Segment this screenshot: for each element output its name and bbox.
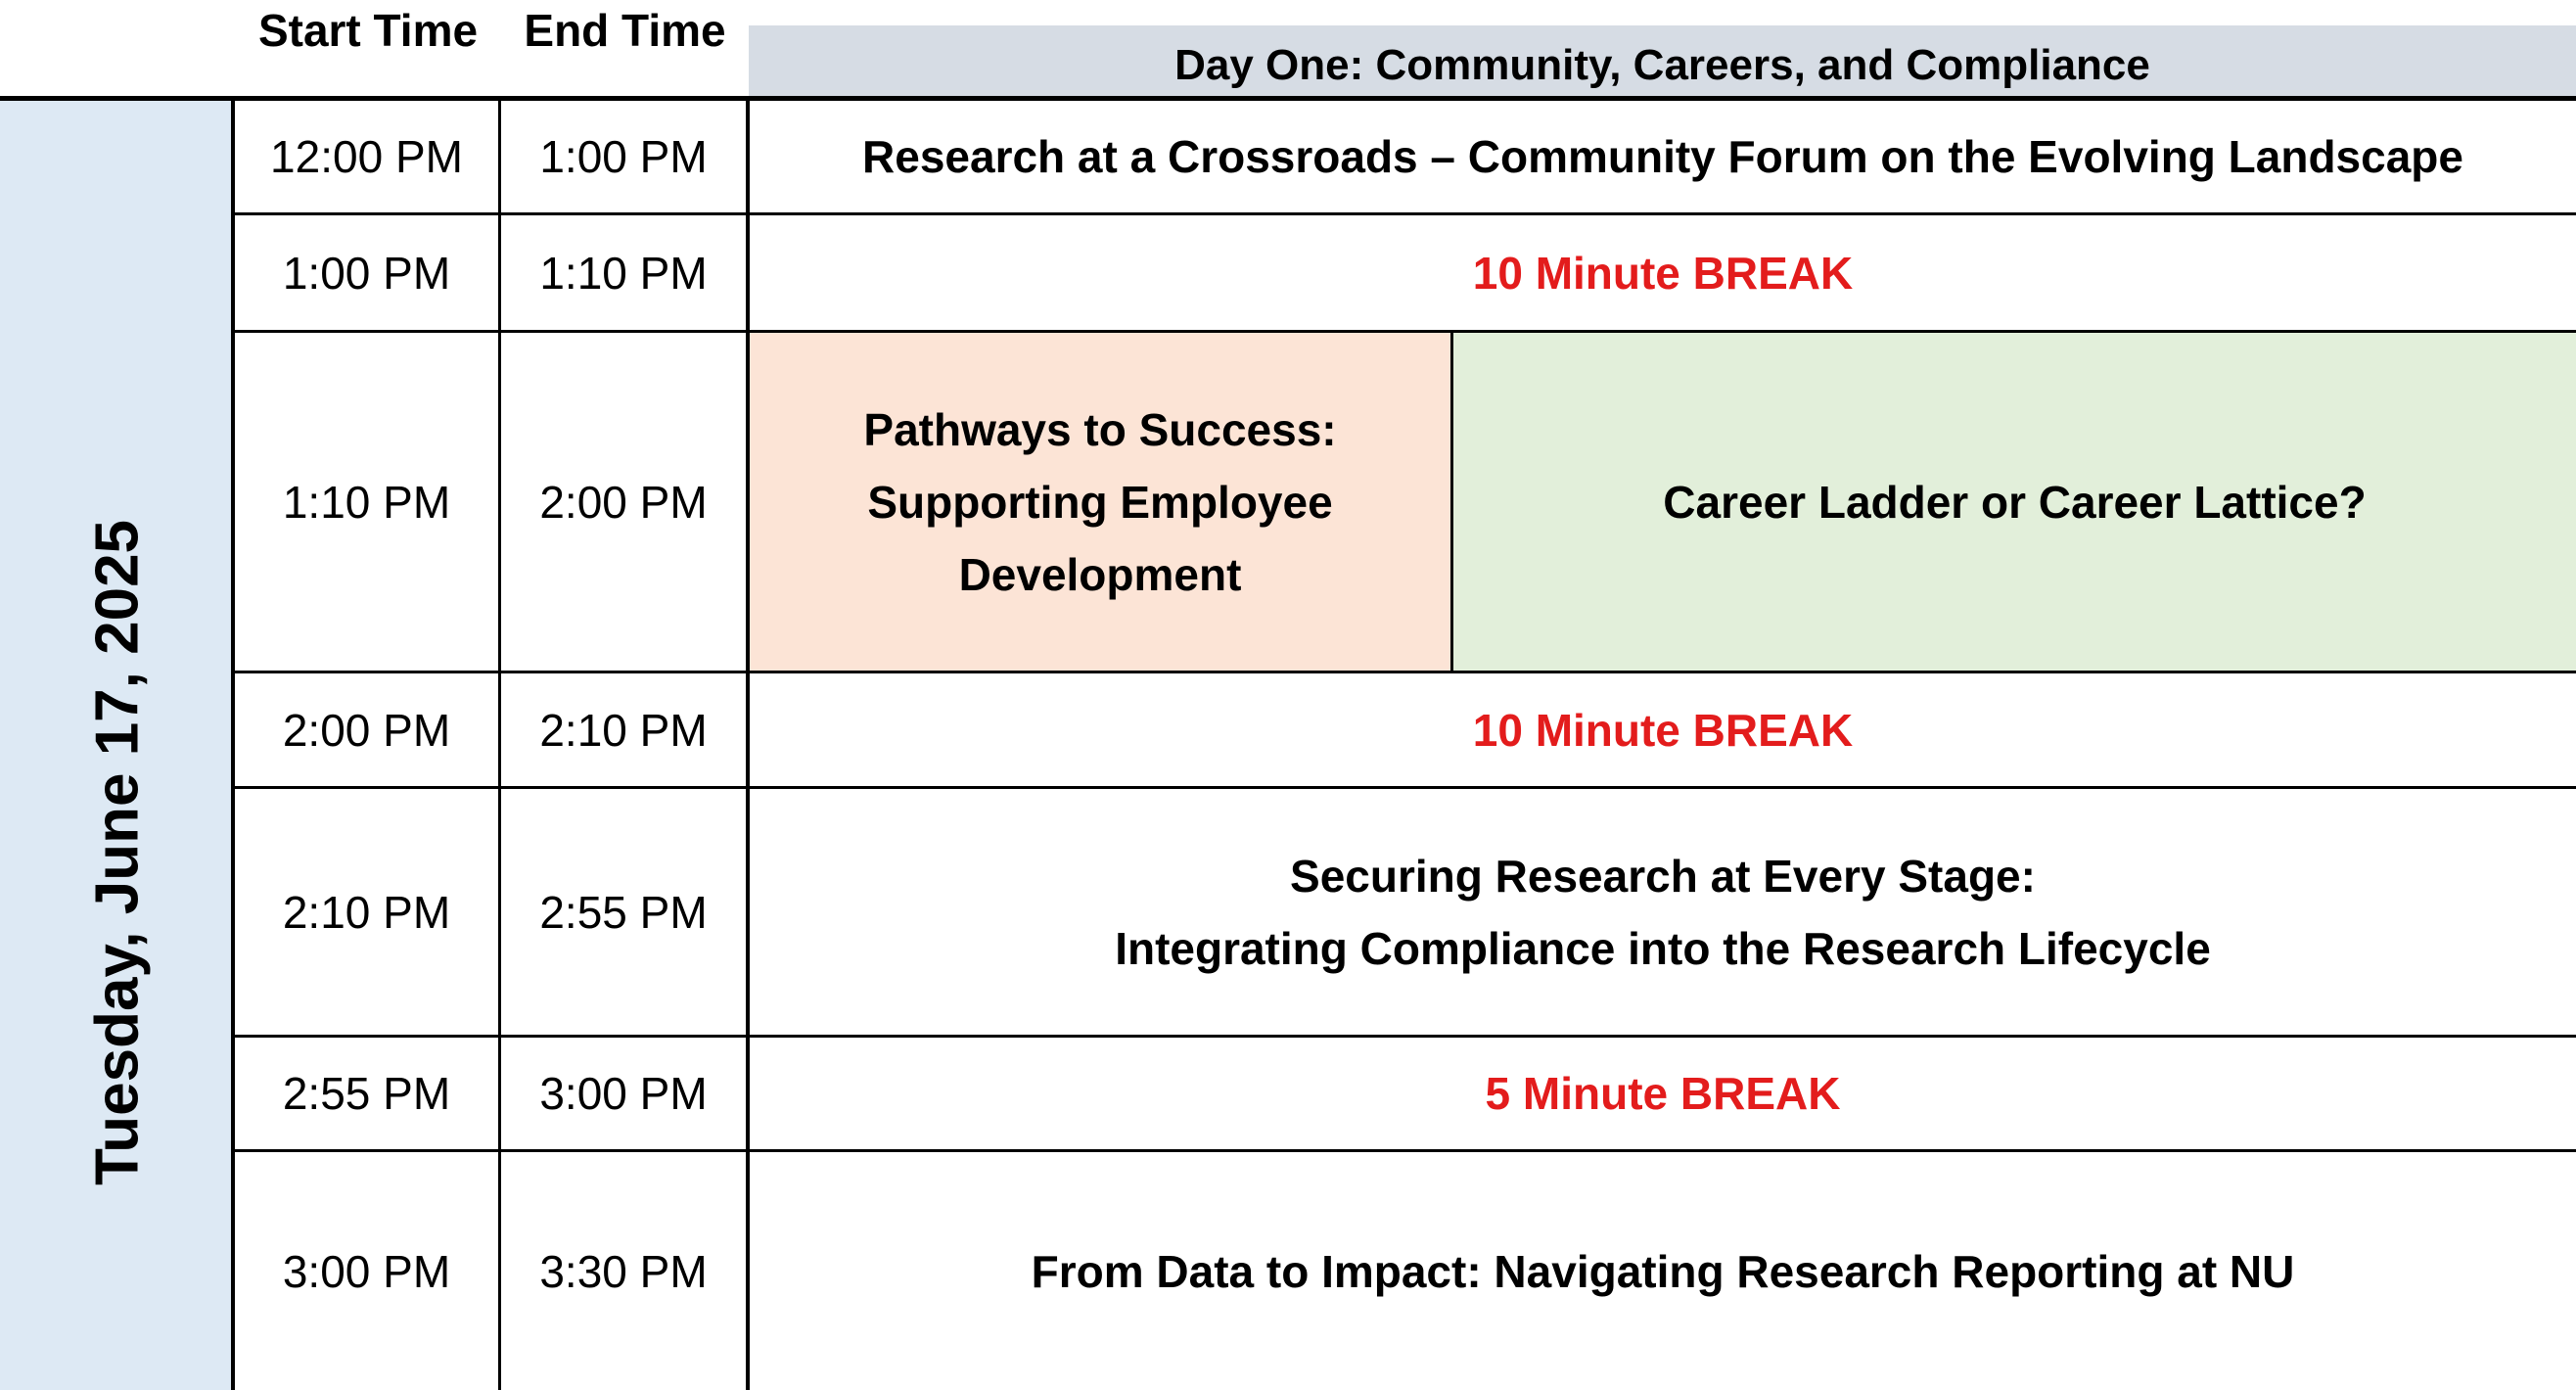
row-6-start: 2:55 PM [235,1038,501,1152]
row-3-track-a [750,333,1453,673]
row-1-session: Research at a Crossroads – Community Forum on the Evolving Landscape [750,101,2576,215]
row-4-end: 2:10 PM [501,673,749,789]
day-header: Day One: Community, Careers, and Compliance [749,25,2576,96]
row-1-end: 1:00 PM [501,101,749,215]
row-2-break: 10 Minute BREAK [750,215,2576,333]
row-5-session-line-1: Securing Research at Every Stage: [1290,850,2036,902]
row-5-session-line-2: Integrating Compliance into the Research Lifecycle [1115,922,2211,974]
row-3-track-b: Career Ladder or Career Lattice? [1453,333,2576,673]
row-6-break: 5 Minute BREAK [750,1038,2576,1152]
track-a-line-1: Pathways to Success: [863,403,1337,455]
row-7-start: 3:00 PM [235,1152,501,1390]
row-4-start: 2:00 PM [235,673,501,789]
row-5-start: 2:10 PM [235,789,501,1038]
row-3-end: 2:00 PM [501,333,749,673]
row-3-start: 1:10 PM [235,333,501,673]
row-6-end: 3:00 PM [501,1038,749,1152]
row-7-session: From Data to Impact: Navigating Research Reporting at NU [1031,1245,2295,1297]
row-4-break: 10 Minute BREAK [750,673,2576,789]
end-time-header: End Time [524,5,726,56]
start-time-header: Start Time [257,5,479,56]
row-7-end: 3:30 PM [501,1152,749,1390]
track-a-line-2: Supporting Employee [867,476,1333,528]
row-1-start: 12:00 PM [235,101,501,215]
row-5-session [750,789,2576,1038]
row-2-end: 1:10 PM [501,215,749,333]
date-label: Tuesday, June 17, 2025 [83,519,152,1186]
row-2-start: 1:00 PM [235,215,501,333]
date-band [0,96,235,1390]
row-5-end: 2:55 PM [501,789,749,1038]
track-a-line-3: Development [958,548,1242,600]
